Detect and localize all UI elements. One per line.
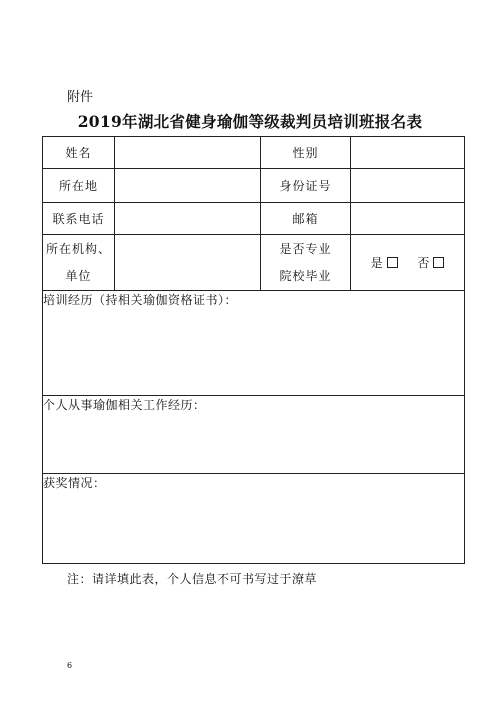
organization-label: [43, 235, 115, 291]
organization-label-line1: 所在机构、: [45, 241, 111, 256]
work-experience-field[interactable]: [43, 396, 465, 474]
training-experience-field[interactable]: [43, 291, 465, 396]
email-field[interactable]: [351, 203, 465, 235]
major-graduate-label: [261, 235, 351, 291]
location-field[interactable]: [115, 169, 261, 203]
yes-label: 是: [370, 256, 383, 270]
work-experience-label: 个人从事瑜伽相关工作经历：: [43, 398, 206, 412]
gender-label: 性别: [261, 137, 351, 169]
gender-field[interactable]: [351, 137, 465, 169]
yes-option[interactable]: [371, 254, 398, 271]
name-field[interactable]: [115, 137, 261, 169]
registration-form-table: [42, 136, 465, 564]
no-checkbox[interactable]: [433, 257, 444, 268]
footnote: 注：请详填此表，个人信息不可书写过于潦草: [67, 572, 318, 586]
awards-field[interactable]: [43, 474, 465, 564]
major-graduate-label-line1: 是否专业: [279, 241, 332, 256]
phone-field[interactable]: [115, 203, 261, 235]
page-number: 6: [67, 661, 73, 670]
yes-checkbox[interactable]: [387, 257, 398, 268]
attachment-label: 附件: [67, 90, 94, 105]
phone-label: 联系电话: [43, 203, 115, 235]
location-label: 所在地: [43, 169, 115, 203]
form-title: 2019年湖北省健身瑜伽等级裁判员培训班报名表: [77, 112, 423, 131]
id-number-label: 身份证号: [261, 169, 351, 203]
training-experience-label: 培训经历（持相关瑜伽资格证书）：: [43, 293, 238, 307]
email-label: 邮箱: [261, 203, 351, 235]
no-label: 否: [417, 256, 430, 270]
awards-label: 获奖情况：: [43, 476, 106, 490]
no-option[interactable]: [417, 254, 444, 271]
organization-label-line2: 单位: [65, 268, 92, 283]
organization-field[interactable]: [115, 235, 261, 291]
name-label: 姓名: [43, 137, 115, 169]
major-graduate-choice: [351, 235, 465, 291]
major-graduate-label-line2: 院校毕业: [279, 268, 332, 283]
id-number-field[interactable]: [351, 169, 465, 203]
